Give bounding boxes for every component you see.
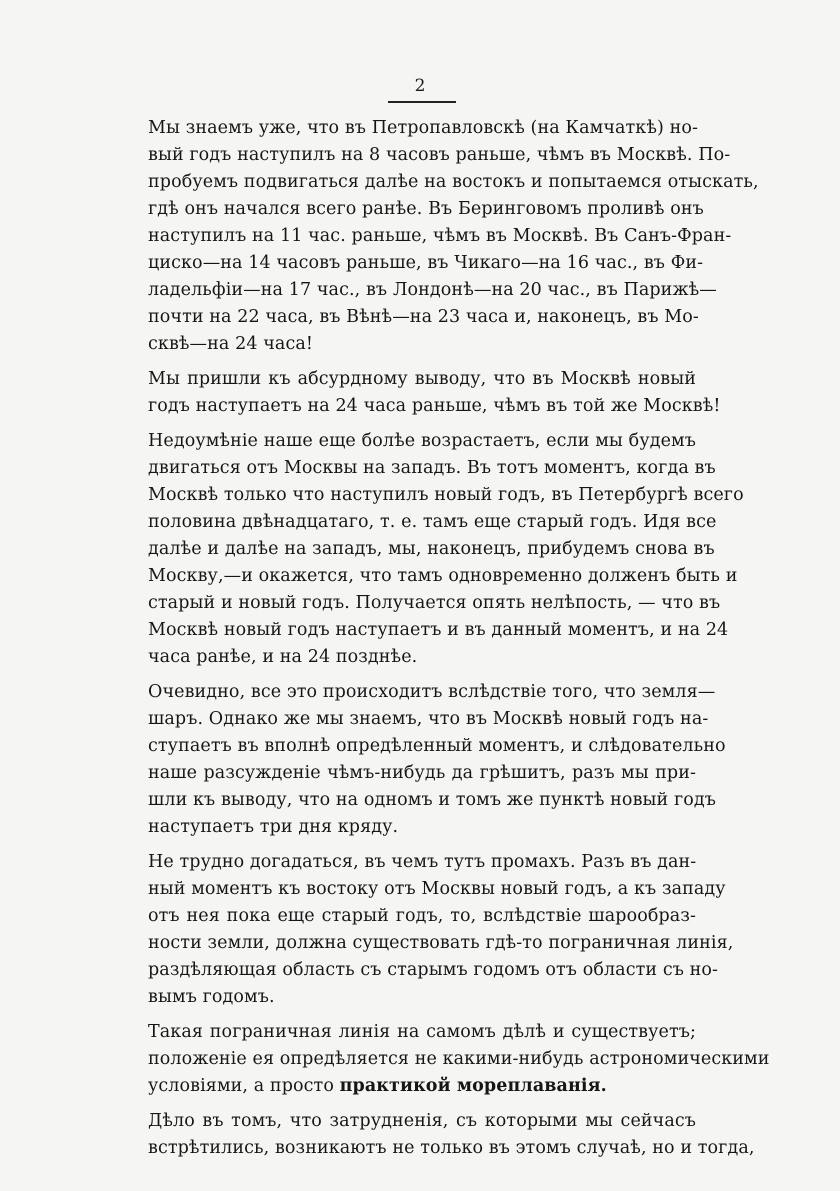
paragraph — [148, 1019, 770, 1100]
text-line: Дѣло въ томъ, что затрудненія, съ которыми мы сейчасъ — [148, 1111, 696, 1131]
text-line: пробуемъ подвигаться далѣе на востокъ и попытаемся отыскать, — [148, 172, 759, 192]
text-line: наступаетъ три дня кряду. — [148, 817, 399, 837]
bold-phrase: практикой мореплаванія. — [339, 1076, 607, 1096]
paragraph — [148, 115, 759, 358]
text-line: Очевидно, все это происходитъ вслѣдствіе того, что земля— — [148, 682, 716, 702]
text-line — [148, 1073, 696, 1100]
text-line: вымъ годомъ. — [148, 987, 275, 1007]
text-line: годъ наступаетъ на 24 часа раньше, чѣмъ въ той же Москвѣ! — [148, 396, 721, 416]
text-line: шли къ выводу, что на одномъ и томъ же пунктѣ новый годъ — [148, 790, 716, 810]
text-line: положеніе ея опредѣляется не какими-нибудь астрономическими — [148, 1049, 770, 1069]
text-line: Москву,—и окажется, что тамъ одновременно долженъ быть и — [148, 566, 738, 586]
text-line: Такая пограничная линія на самомъ дѣлѣ и существуетъ; — [148, 1022, 696, 1042]
text-line: Мы знаемъ уже, что въ Петропавловскѣ (на Камчаткѣ) но- — [148, 118, 698, 138]
body-text — [148, 115, 770, 1170]
text-line: Не трудно догадаться, въ чемъ тутъ промахъ. Разъ въ дан- — [148, 852, 697, 872]
text-line: циско—на 14 часовъ раньше, въ Чикаго—на 16 час., въ Фи- — [148, 253, 704, 273]
paragraph — [148, 849, 734, 1011]
page-number: 2 — [414, 76, 426, 96]
text-line: ступаетъ въ вполнѣ опредѣленный моментъ, и слѣдовательно — [148, 736, 726, 756]
text-line: сквѣ—на 24 часа! — [148, 334, 314, 354]
text-line: почти на 22 часа, въ Вѣнѣ—на 23 часа и, наконецъ, въ Мо- — [148, 307, 699, 327]
text-line: половина двѣнадцатаго, т. е. тамъ еще старый годъ. Идя все — [148, 512, 717, 532]
paragraph — [148, 428, 744, 671]
text-line: далѣе и далѣе на западъ, мы, наконецъ, прибудемъ снова въ — [148, 539, 715, 559]
text-line: старый и новый годъ. Получается опять нелѣпость, — что въ — [148, 593, 721, 613]
paragraph — [148, 1108, 755, 1162]
text-line: вый годъ наступилъ на 8 часовъ раньше, чѣмъ въ Москвѣ. По- — [148, 145, 731, 165]
text-line: Москвѣ новый годъ наступаетъ и въ данный моментъ, и на 24 — [148, 620, 729, 640]
paragraph — [148, 366, 721, 420]
text-line: гдѣ онъ начался всего ранѣе. Въ Беринговомъ проливѣ онъ — [148, 199, 704, 219]
text-line: наступилъ на 11 час. раньше, чѣмъ въ Москвѣ. Въ Санъ-Фран- — [148, 226, 732, 246]
page-number-rule — [388, 101, 456, 103]
text-line: раздѣляющая область съ старымъ годомъ отъ области съ но- — [148, 960, 719, 980]
text-line: шаръ. Однако же мы знаемъ, что въ Москвѣ новый годъ на- — [148, 709, 709, 729]
paragraph — [148, 679, 726, 841]
text-line: Мы пришли къ абсурдному выводу, что въ Москвѣ новый — [148, 369, 696, 389]
text-line: Недоумѣніе наше еще болѣе возрастаетъ, если мы будемъ — [148, 431, 696, 451]
text-line: встрѣтились, возникаютъ не только въ этомъ случаѣ, но и тогда, — [148, 1138, 755, 1158]
text-fragment: условіями, а просто — [148, 1076, 340, 1096]
text-line: отъ нея пока еще старый годъ, то, вслѣдствіе шарообраз- — [148, 906, 696, 926]
text-line: двигаться отъ Москвы на западъ. Въ тотъ моментъ, когда въ — [148, 458, 716, 478]
text-line: ный моментъ къ востоку отъ Москвы новый годъ, а къ западу — [148, 879, 726, 899]
text-line: ладельфіи—на 17 час., въ Лондонѣ—на 20 час., въ Парижѣ— — [148, 280, 717, 300]
text-line: Москвѣ только что наступилъ новый годъ, въ Петербургѣ всего — [148, 485, 744, 505]
text-line: часа ранѣе, и на 24 позднѣе. — [148, 647, 418, 667]
text-line: наше разсужденіе чѣмъ-нибудь да грѣшитъ, разъ мы при- — [148, 763, 696, 783]
text-line: ности земли, должна существовать гдѣ-то пограничная линія, — [148, 933, 734, 953]
